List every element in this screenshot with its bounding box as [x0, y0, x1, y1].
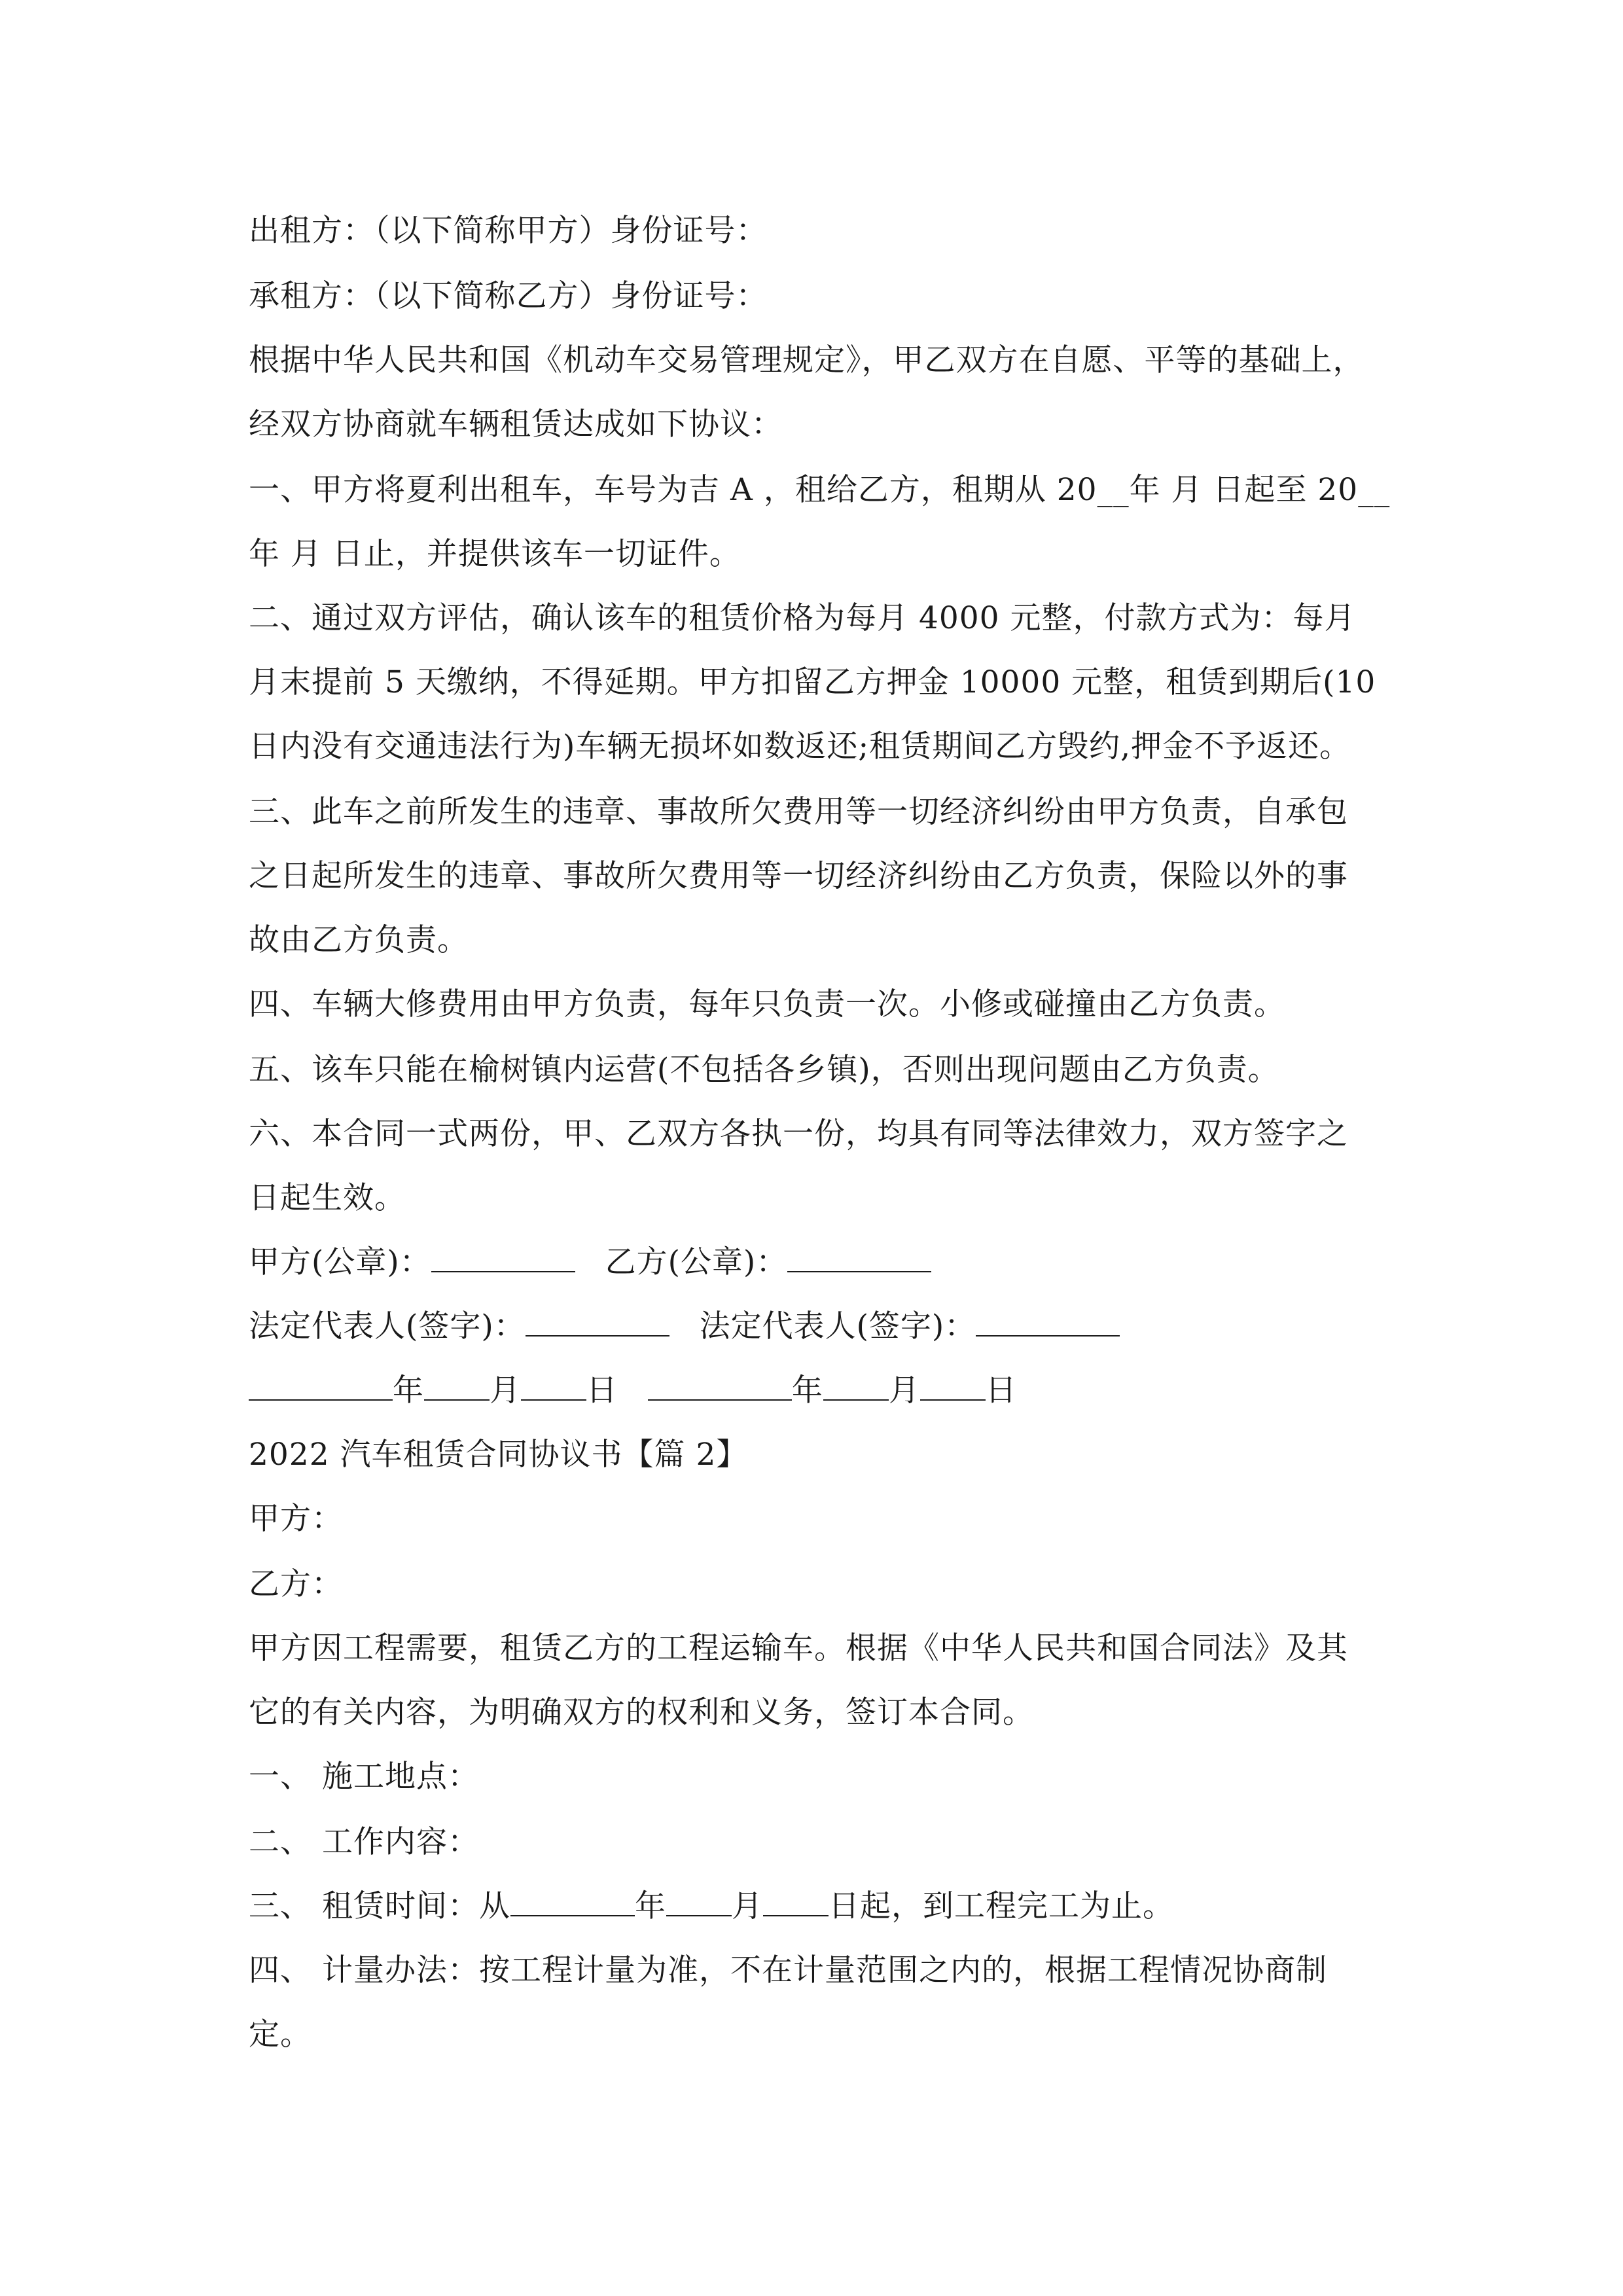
rental-year-label: 年 [634, 1888, 666, 1924]
day-label-a: 日 [586, 1372, 618, 1408]
seal-row [249, 1242, 931, 1283]
rental-time-prefix: 三、 租赁时间：从 [249, 1888, 510, 1924]
section-title: 2022 汽车租赁合同协议书【篇 2】 [249, 1437, 748, 1473]
clause-3-line: 三、此车之前所发生的违章、事故所欠费用等一切经济纠纷由甲方负责，自承包 [249, 794, 1348, 830]
clause-2-line: 月末提前 5 天缴纳，不得延期。甲方扣留乙方押金 10000 元整，租赁到期后(10 [249, 664, 1376, 700]
rep-a-label: 法定代表人(签字)： [249, 1308, 526, 1344]
year-label-b: 年 [791, 1372, 823, 1408]
year-blank-a [249, 1371, 393, 1401]
date-row [249, 1371, 1017, 1411]
year-label-a: 年 [393, 1372, 424, 1408]
party-b-seal-blank [787, 1242, 931, 1272]
month-blank-b [823, 1371, 889, 1401]
rep-b-label: 法定代表人(签字)： [699, 1308, 976, 1344]
month-label-b: 月 [888, 1372, 920, 1408]
rep-a-blank [526, 1306, 669, 1336]
party-a-seal-blank [431, 1242, 575, 1272]
item-4-line: 四、 计量办法：按工程计量为准，不在计量范围之内的，根据工程情况协商制 [249, 1952, 1327, 1988]
lessor-line: 出租方：（以下简称甲方）身份证号： [249, 213, 768, 249]
paragraph-line: 甲方因工程需要，租赁乙方的工程运输车。根据《中华人民共和国合同法》及其 [249, 1630, 1348, 1666]
clause-4-line: 四、车辆大修费用由甲方负责，每年只负责一次。小修或碰撞由乙方负责。 [249, 986, 1285, 1022]
clause-1-line: 年 月 日止，并提供该车一切证件。 [249, 536, 741, 572]
item-4-line: 定。 [249, 2017, 312, 2053]
clause-1-line: 一、甲方将夏利出租车，车号为吉 A ，租给乙方，租期从 20__年 月 日起至 20__ [249, 472, 1391, 508]
clause-6-line: 日起生效。 [249, 1180, 406, 1216]
representative-row [249, 1306, 1120, 1347]
item-1-line: 一、 施工地点： [249, 1759, 479, 1795]
clause-5-line: 五、该车只能在榆树镇内运营(不包括各乡镇)，否则出现问题由乙方负责。 [249, 1052, 1279, 1088]
item-2-line: 二、 工作内容： [249, 1824, 479, 1860]
paragraph-line: 它的有关内容，为明确双方的权利和义务，签订本合同。 [249, 1695, 1034, 1731]
rental-day-blank [763, 1886, 829, 1916]
rental-time-suffix: 日起，到工程完工为止。 [828, 1888, 1174, 1924]
month-label-a: 月 [490, 1372, 521, 1408]
year-blank-b [648, 1371, 792, 1401]
clause-3-line: 之日起所发生的违章、事故所欠费用等一切经济纠纷由乙方负责，保险以外的事 [249, 858, 1348, 894]
lessee-line: 承租方：（以下简称乙方）身份证号： [249, 278, 768, 314]
clause-2-line: 日内没有交通违法行为)车辆无损坏如数返还;租赁期间乙方毁约,押金不予返还。 [249, 728, 1351, 764]
clause-6-line: 六、本合同一式两份，甲、乙双方各执一份，均具有同等法律效力，双方签字之 [249, 1116, 1348, 1152]
clause-3-line: 故由乙方负责。 [249, 922, 469, 958]
day-label-b: 日 [985, 1372, 1017, 1408]
day-blank-a [521, 1371, 586, 1401]
party-b-line: 乙方： [249, 1566, 343, 1602]
rental-year-blank [510, 1886, 635, 1916]
paragraph-line: 根据中华人民共和国《机动车交易管理规定》，甲乙双方在自愿、平等的基础上， [249, 342, 1364, 378]
day-blank-b [920, 1371, 986, 1401]
month-blank-a [424, 1371, 490, 1401]
party-b-seal-label: 乙方(公章)： [605, 1244, 788, 1280]
party-a-line: 甲方： [249, 1501, 343, 1537]
rental-month-label: 月 [731, 1888, 763, 1924]
rental-month-blank [666, 1886, 732, 1916]
party-a-seal-label: 甲方(公章)： [249, 1244, 431, 1280]
paragraph-line: 经双方协商就车辆租赁达成如下协议： [249, 406, 783, 442]
clause-2-line: 二、通过双方评估，确认该车的租赁价格为每月 4000 元整，付款方式为：每月 [249, 600, 1356, 636]
item-3-line [249, 1886, 1174, 1927]
rep-b-blank [976, 1306, 1120, 1336]
